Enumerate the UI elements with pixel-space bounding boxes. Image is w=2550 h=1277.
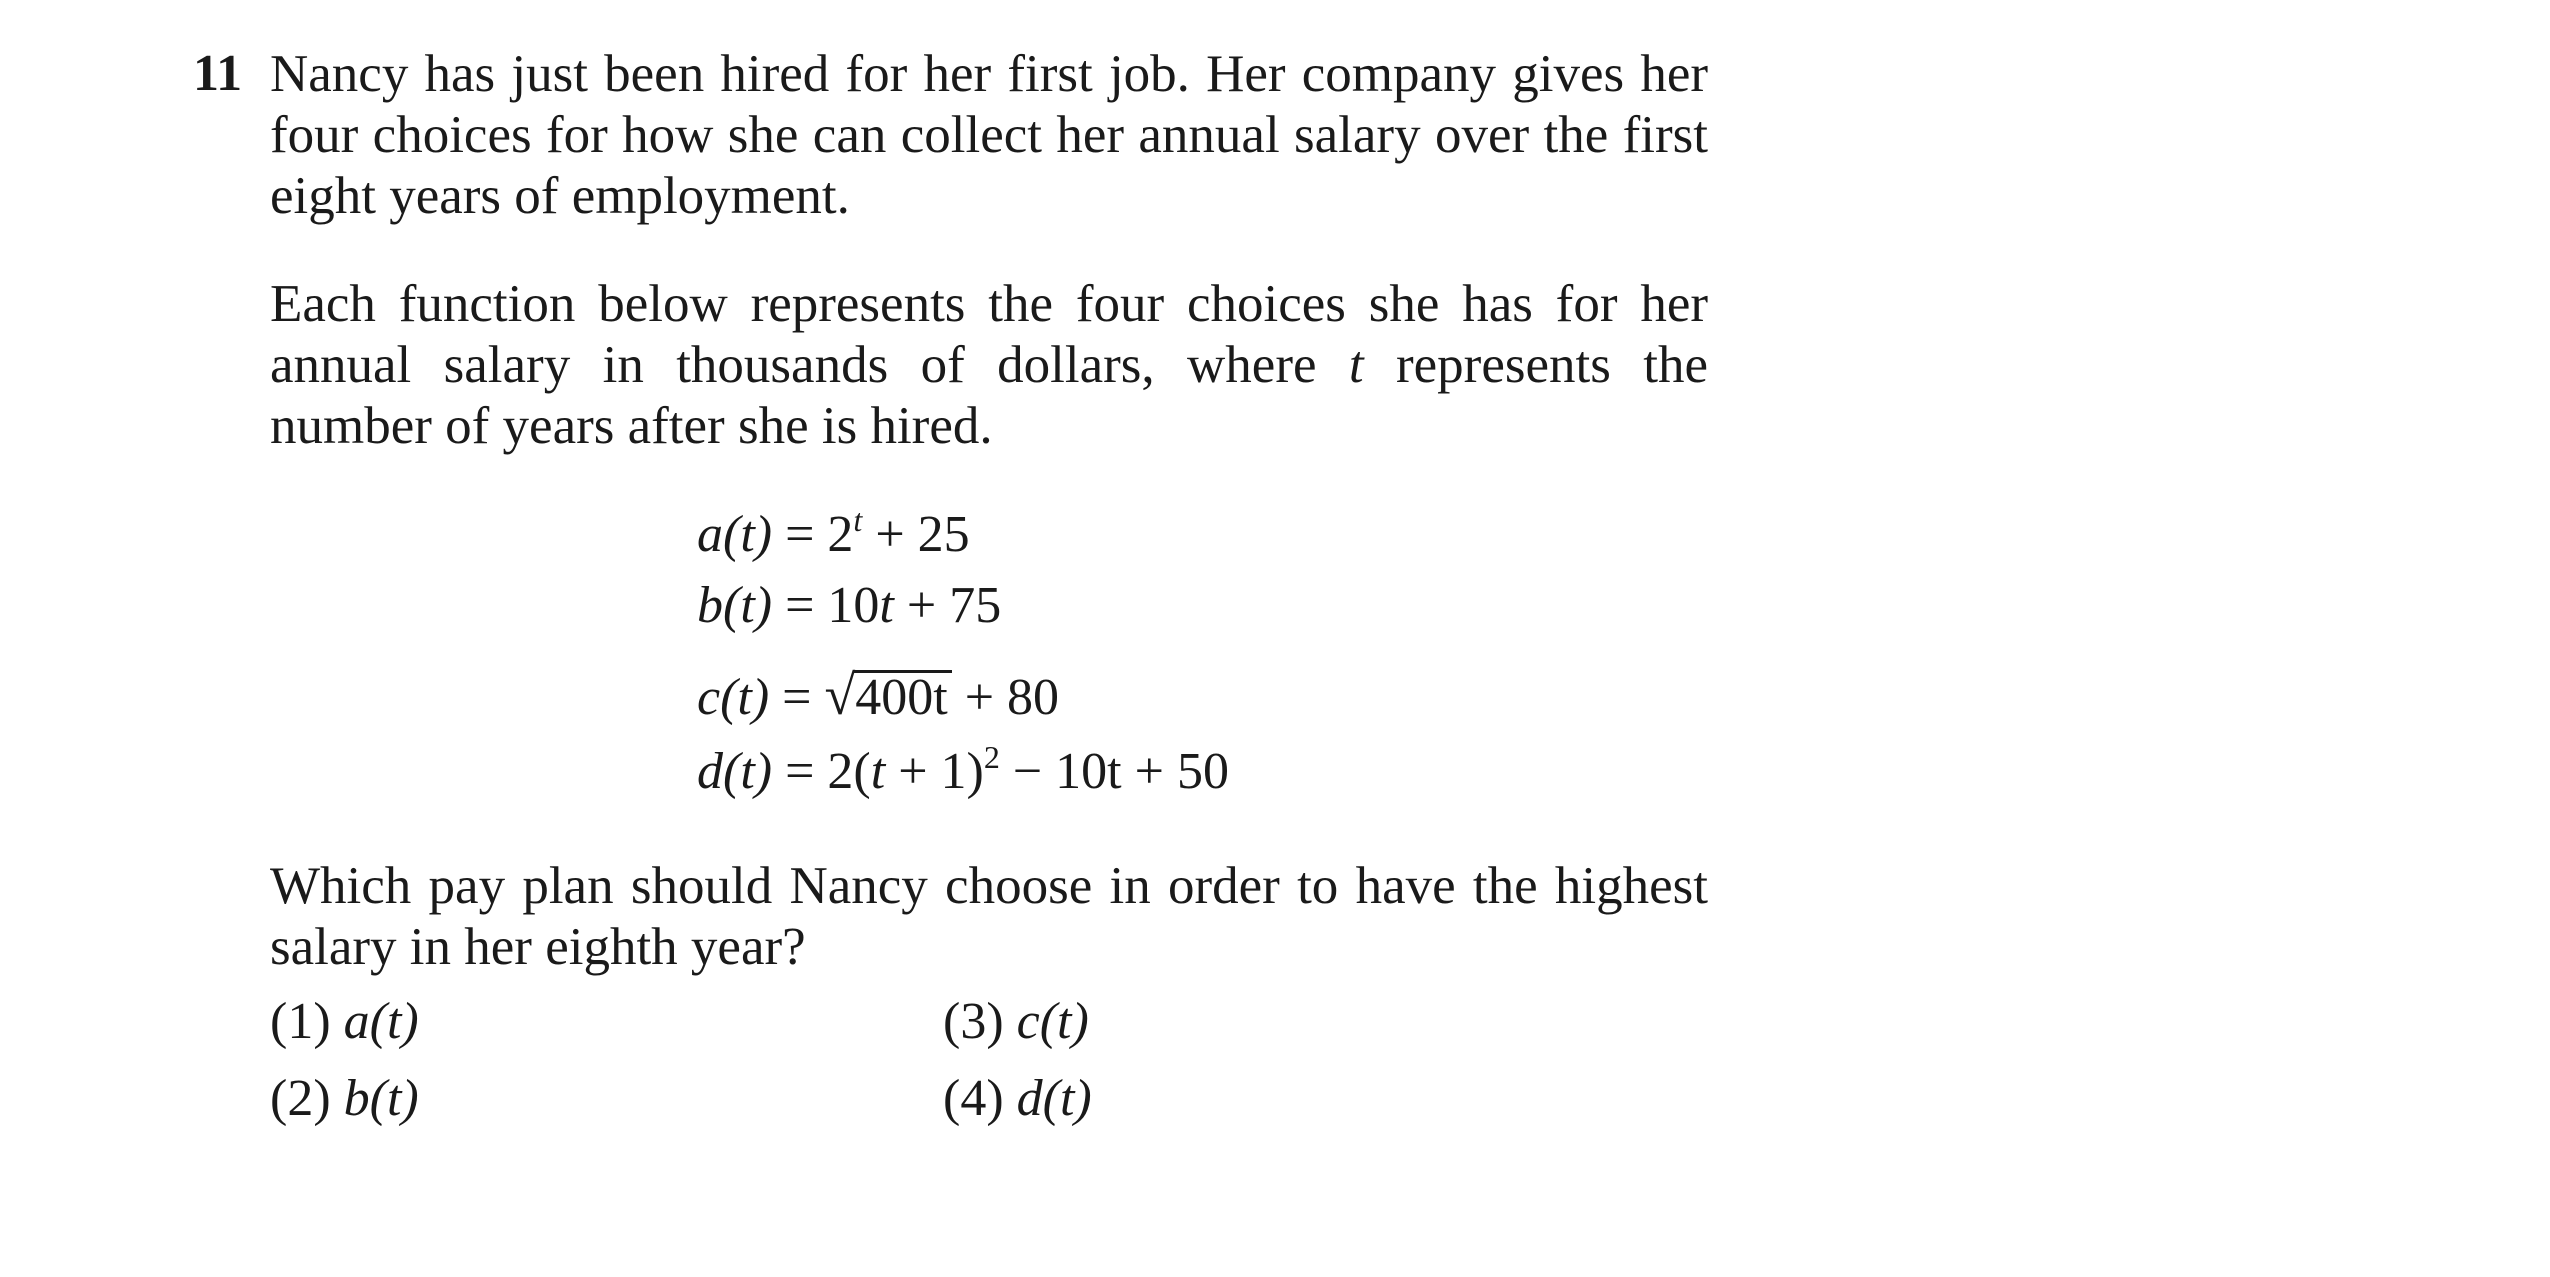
- question-number: 11: [193, 45, 243, 102]
- eq-rhs: + 80: [951, 669, 1060, 726]
- eq-rhs: = 2: [785, 506, 854, 563]
- eq-exponent: t: [853, 502, 863, 538]
- choice-label: d(t): [1016, 1070, 1092, 1127]
- eq-rhs: + 75: [893, 577, 1002, 634]
- eq-var: t: [879, 577, 894, 634]
- eq-rhs: + 1): [885, 743, 984, 800]
- eq-lhs: b(t): [697, 577, 773, 634]
- choice-number: (4): [943, 1070, 1004, 1127]
- choice-number: (2): [270, 1070, 331, 1127]
- eq-rhs: = 10: [785, 577, 880, 634]
- choice-number: (3): [943, 993, 1004, 1050]
- eq-rhs: − 10t + 50: [999, 743, 1229, 800]
- eq-var: t: [870, 743, 886, 800]
- eq-lhs: a(t): [697, 506, 773, 563]
- choice-2[interactable]: [270, 1069, 419, 1128]
- context-text: represents the number of years after she is hired.: [270, 336, 1708, 455]
- eq-exponent: 2: [983, 739, 1000, 775]
- choice-1[interactable]: [270, 992, 419, 1051]
- choice-label: c(t): [1016, 993, 1089, 1050]
- equation-d: [697, 739, 1229, 801]
- eq-lhs: d(t): [697, 743, 773, 800]
- eq-radicand: 400t: [853, 670, 951, 723]
- equation-c: [697, 664, 1059, 728]
- context-text: Each function below represents the four choices she has for her annual salary in thousands of dollars, where: [270, 275, 1708, 394]
- eq-rhs: =: [782, 669, 825, 726]
- choice-label: a(t): [343, 993, 419, 1050]
- question-intro: Nancy has just been hired for her first job. Her company gives her four choices for how she can collect her annual salary over the first eight years of employment.: [270, 45, 1708, 225]
- eq-rhs: + 25: [862, 506, 970, 563]
- question-prompt: Which pay plan should Nancy choose in order to have the highest salary in her eighth year?: [270, 857, 1708, 976]
- choice-label: b(t): [343, 1070, 419, 1127]
- question-context: [270, 274, 1708, 457]
- choice-3[interactable]: [943, 992, 1089, 1051]
- choice-4[interactable]: [943, 1069, 1092, 1128]
- variable-t: t: [1348, 336, 1364, 394]
- equation-b: [697, 576, 1001, 635]
- equation-a: [697, 502, 970, 564]
- eq-rhs: = 2(: [785, 743, 871, 800]
- eq-lhs: c(t): [697, 669, 770, 726]
- choice-number: (1): [270, 993, 331, 1050]
- square-root-icon: √: [824, 665, 856, 727]
